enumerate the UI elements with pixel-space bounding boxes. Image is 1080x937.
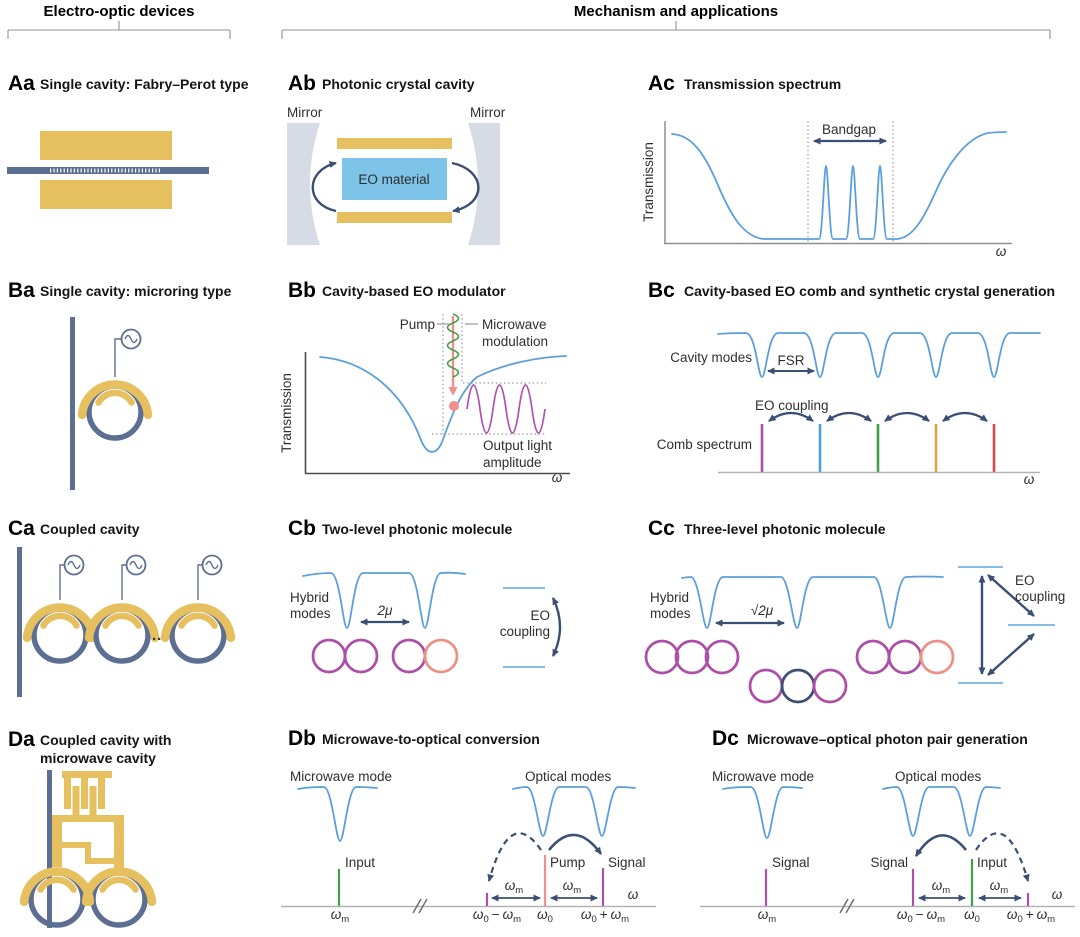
mirror-left-label: Mirror: [287, 105, 323, 120]
panel-ca-title: Coupled cavity: [40, 521, 140, 537]
eo-coupling-label-line2: coupling: [1015, 589, 1066, 604]
header: [8, 3, 1050, 39]
optical-modes-label: Optical modes: [525, 769, 612, 784]
panel-bb-letter: Bb: [288, 279, 316, 302]
mirror-left-shape: [287, 123, 320, 245]
header-right-label: Mechanism and applications: [573, 3, 779, 20]
panel-cc-letter: Cc: [648, 517, 675, 540]
panel-ab-title: Photonic crystal cavity: [322, 76, 475, 92]
left-rail: [52, 822, 62, 867]
electrode-top: [337, 138, 452, 149]
coupling-arc-2: [827, 413, 871, 421]
hybrid-modes-curve: [682, 577, 943, 629]
tick-omega0-plus-omega-m: $\omega_0 + \omega_m$: [1006, 907, 1056, 925]
output-light-sine: [467, 385, 545, 433]
panel-dc-letter: Dc: [712, 727, 739, 750]
optical-modes-label: Optical modes: [895, 769, 982, 784]
panel-cb-letter: Cb: [288, 517, 316, 540]
eo-coupling-arrow: [553, 598, 560, 656]
microwave-cavity-electrode: [24, 771, 152, 902]
panel-bb-title: Cavity-based EO modulator: [322, 283, 506, 299]
panel-ba: [8, 279, 232, 490]
ac-sine-glyph: [125, 336, 137, 343]
ring-symbol: [782, 670, 814, 702]
signal-microwave-label: Signal: [772, 855, 810, 870]
microwave-mode-label: Microwave mode: [290, 769, 393, 784]
panel-ba-title: Single cavity: microring type: [40, 283, 232, 299]
electrode-outer-arc: [82, 384, 148, 414]
comb-spectrum-label: Comb spectrum: [656, 437, 752, 452]
panel-da-title-line2: microwave cavity: [40, 750, 156, 766]
panel-ab: [287, 72, 506, 245]
pump-label: Pump: [550, 855, 586, 870]
mirror-right-shape: [468, 123, 500, 245]
panel-ab-letter: Ab: [288, 72, 316, 95]
omega-m-spacing-label-left: $\omega_m$: [931, 878, 951, 896]
electrode-inner-arc-2: [103, 880, 136, 890]
ring-symbol: [646, 641, 678, 673]
panel-da-letter: Da: [8, 728, 35, 751]
eo-material-label: EO material: [358, 172, 430, 187]
cavity-modes-curve: [718, 333, 1040, 377]
coupling-arc-3: [885, 413, 929, 421]
hybrid-modes-label-line2: modes: [650, 606, 691, 621]
coupling-arc-4: [943, 413, 987, 421]
panel-cc: [646, 517, 1065, 702]
signal-label: Signal: [608, 855, 646, 870]
hybrid-modes-label-line1: Hybrid: [650, 590, 690, 605]
ring-symbol: [750, 670, 782, 702]
hybrid-modes-label-line2: modes: [290, 606, 331, 621]
input-label: Input: [977, 855, 1008, 870]
optical-modes-curve: [883, 787, 1000, 836]
panel-ca-letter: Ca: [8, 517, 35, 540]
panel-db-title: Microwave-to-optical conversion: [322, 731, 540, 747]
microwave-label-line2: modulation: [482, 334, 549, 349]
microwave-mode-curve: [298, 787, 377, 841]
header-right-bracket: [282, 21, 1050, 39]
fsr-label: FSR: [777, 353, 805, 368]
ring-symbol: [889, 641, 921, 673]
microwave-mode-label: Microwave mode: [712, 769, 815, 784]
ring-symbol: [345, 640, 377, 672]
panel-da: [8, 728, 171, 928]
conversion-arrow-solid: [549, 835, 601, 854]
bandgap-label: Bandgap: [821, 122, 877, 137]
panel-aa: [7, 72, 249, 209]
tick-omega0-minus-omega-m: $\omega_0 - \omega_m$: [472, 907, 522, 925]
panel-bc-title: Cavity-based EO comb and synthetic crystal generation: [684, 283, 1056, 299]
omega-m-spacing-label-right: $\omega_m$: [562, 878, 582, 896]
electrode-inner-arc: [99, 393, 132, 403]
x-axis-label-omega: ω: [627, 887, 639, 902]
microring-3: [165, 556, 231, 662]
mirror-right-label: Mirror: [470, 105, 506, 120]
transmission-curve: [672, 132, 1006, 239]
panel-cc-title: Three-level photonic molecule: [684, 521, 886, 537]
panel-dc-title: Microwave–optical photon pair generation: [747, 731, 1028, 747]
tick-omega0: $\omega_0$: [537, 907, 553, 925]
cavity-modes-label: Cavity modes: [670, 350, 752, 365]
panel-dc: [700, 727, 1075, 925]
panel-ac-letter: Ac: [648, 72, 675, 95]
microwave-mode-curve: [723, 787, 802, 838]
bus-waveguide: [47, 770, 52, 928]
header-left-bracket: [8, 21, 230, 39]
y-axis-label: Transmission: [279, 373, 294, 453]
electrode-outer-arc-2: [86, 871, 152, 901]
tick-omega-m: $\omega_m$: [330, 907, 350, 925]
ring-symbol: [814, 670, 846, 702]
ring-symbol: [706, 641, 738, 673]
x-axis-label-omega: ω: [995, 244, 1007, 259]
hybrid-modes-label-line1: Hybrid: [290, 590, 330, 605]
signal-optical-label: Signal: [870, 855, 908, 870]
ac-wire: [115, 339, 122, 377]
capacitor-cross-bar: [52, 815, 124, 822]
optical-modes-curve: [513, 787, 635, 836]
microring-2: [89, 556, 155, 662]
microwave-label-line1: Microwave: [482, 317, 547, 332]
electrode-inner-arc-1: [41, 880, 74, 890]
ring-symbol: [676, 641, 708, 673]
eo-coupling-label-line2: coupling: [499, 624, 550, 639]
right-rail: [114, 822, 124, 875]
electrode-top: [40, 131, 172, 160]
x-axis-label-omega: ω: [1023, 472, 1035, 487]
tick-omega-m: $\omega_m$: [757, 907, 777, 925]
panel-da-title-line1: Coupled cavity with: [40, 732, 172, 748]
panel-bc: [648, 279, 1055, 487]
electrode-bottom: [40, 180, 172, 209]
panel-ac-title: Transmission spectrum: [684, 76, 842, 92]
panel-cb-title: Two-level photonic molecule: [322, 521, 513, 537]
tick-omega0-plus-omega-m: $\omega_0 + \omega_m$: [580, 907, 630, 925]
x-axis-label-omega: ω: [1051, 887, 1063, 902]
panel-ac: [641, 72, 1012, 259]
pair-arrow-solid: [916, 835, 966, 856]
eo-coupling-label: EO coupling: [755, 398, 829, 413]
header-left-label: Electro-optic devices: [43, 3, 195, 20]
pump-label: Pump: [399, 317, 435, 332]
ring-symbol: [921, 641, 953, 673]
ring-symbol: [857, 641, 889, 673]
bus-waveguide: [70, 317, 75, 490]
step-connector: [62, 845, 114, 861]
omega-m-spacing-label-right: $\omega_m$: [989, 878, 1009, 896]
coupling-arrow-diag-bottom: [988, 634, 1034, 675]
y-axis-label: Transmission: [641, 142, 656, 222]
ring-symbol: [313, 640, 345, 672]
electrode-outer-arc-1: [24, 871, 90, 901]
panel-db: [281, 727, 656, 925]
capacitor-top-bar: [62, 771, 112, 778]
panel-bc-letter: Bc: [648, 279, 675, 302]
panel-ca: [8, 517, 231, 697]
output-label-line1: Output light: [483, 438, 553, 453]
panel-aa-title: Single cavity: Fabry–Perot type: [40, 76, 249, 92]
panel-cb: [288, 517, 560, 672]
ring-symbol: [393, 640, 425, 672]
microring-1: [27, 556, 93, 662]
coupling-arc-1: [769, 413, 813, 421]
panel-ba-letter: Ba: [8, 279, 35, 302]
x-axis-label-omega: ω: [551, 470, 563, 485]
output-label-line2: amplitude: [483, 455, 542, 470]
eo-coupling-label-line1: EO: [530, 608, 550, 623]
panel-aa-letter: Aa: [8, 72, 35, 95]
bias-point-dot: [449, 401, 459, 411]
splitting-label: √2μ: [750, 603, 774, 618]
electrode-bottom: [337, 212, 452, 223]
bus-waveguide: [17, 547, 22, 697]
input-label: Input: [345, 855, 376, 870]
circulation-arrow-left: [313, 163, 336, 211]
conversion-arrow-dashed: [489, 833, 541, 881]
ellipsis-dots: ...: [152, 627, 168, 644]
eo-coupling-label-line1: EO: [1015, 573, 1035, 588]
tick-omega0: $\omega_0$: [964, 907, 980, 925]
panel-bb: [279, 279, 570, 485]
circulation-arrow-right: [452, 163, 478, 211]
panel-db-letter: Db: [288, 727, 316, 750]
ring-symbol: [425, 640, 457, 672]
omega-m-spacing-label-left: $\omega_m$: [504, 878, 524, 896]
splitting-label: 2μ: [377, 603, 393, 618]
tick-omega0-minus-omega-m: $\omega_0 - \omega_m$: [896, 907, 946, 925]
